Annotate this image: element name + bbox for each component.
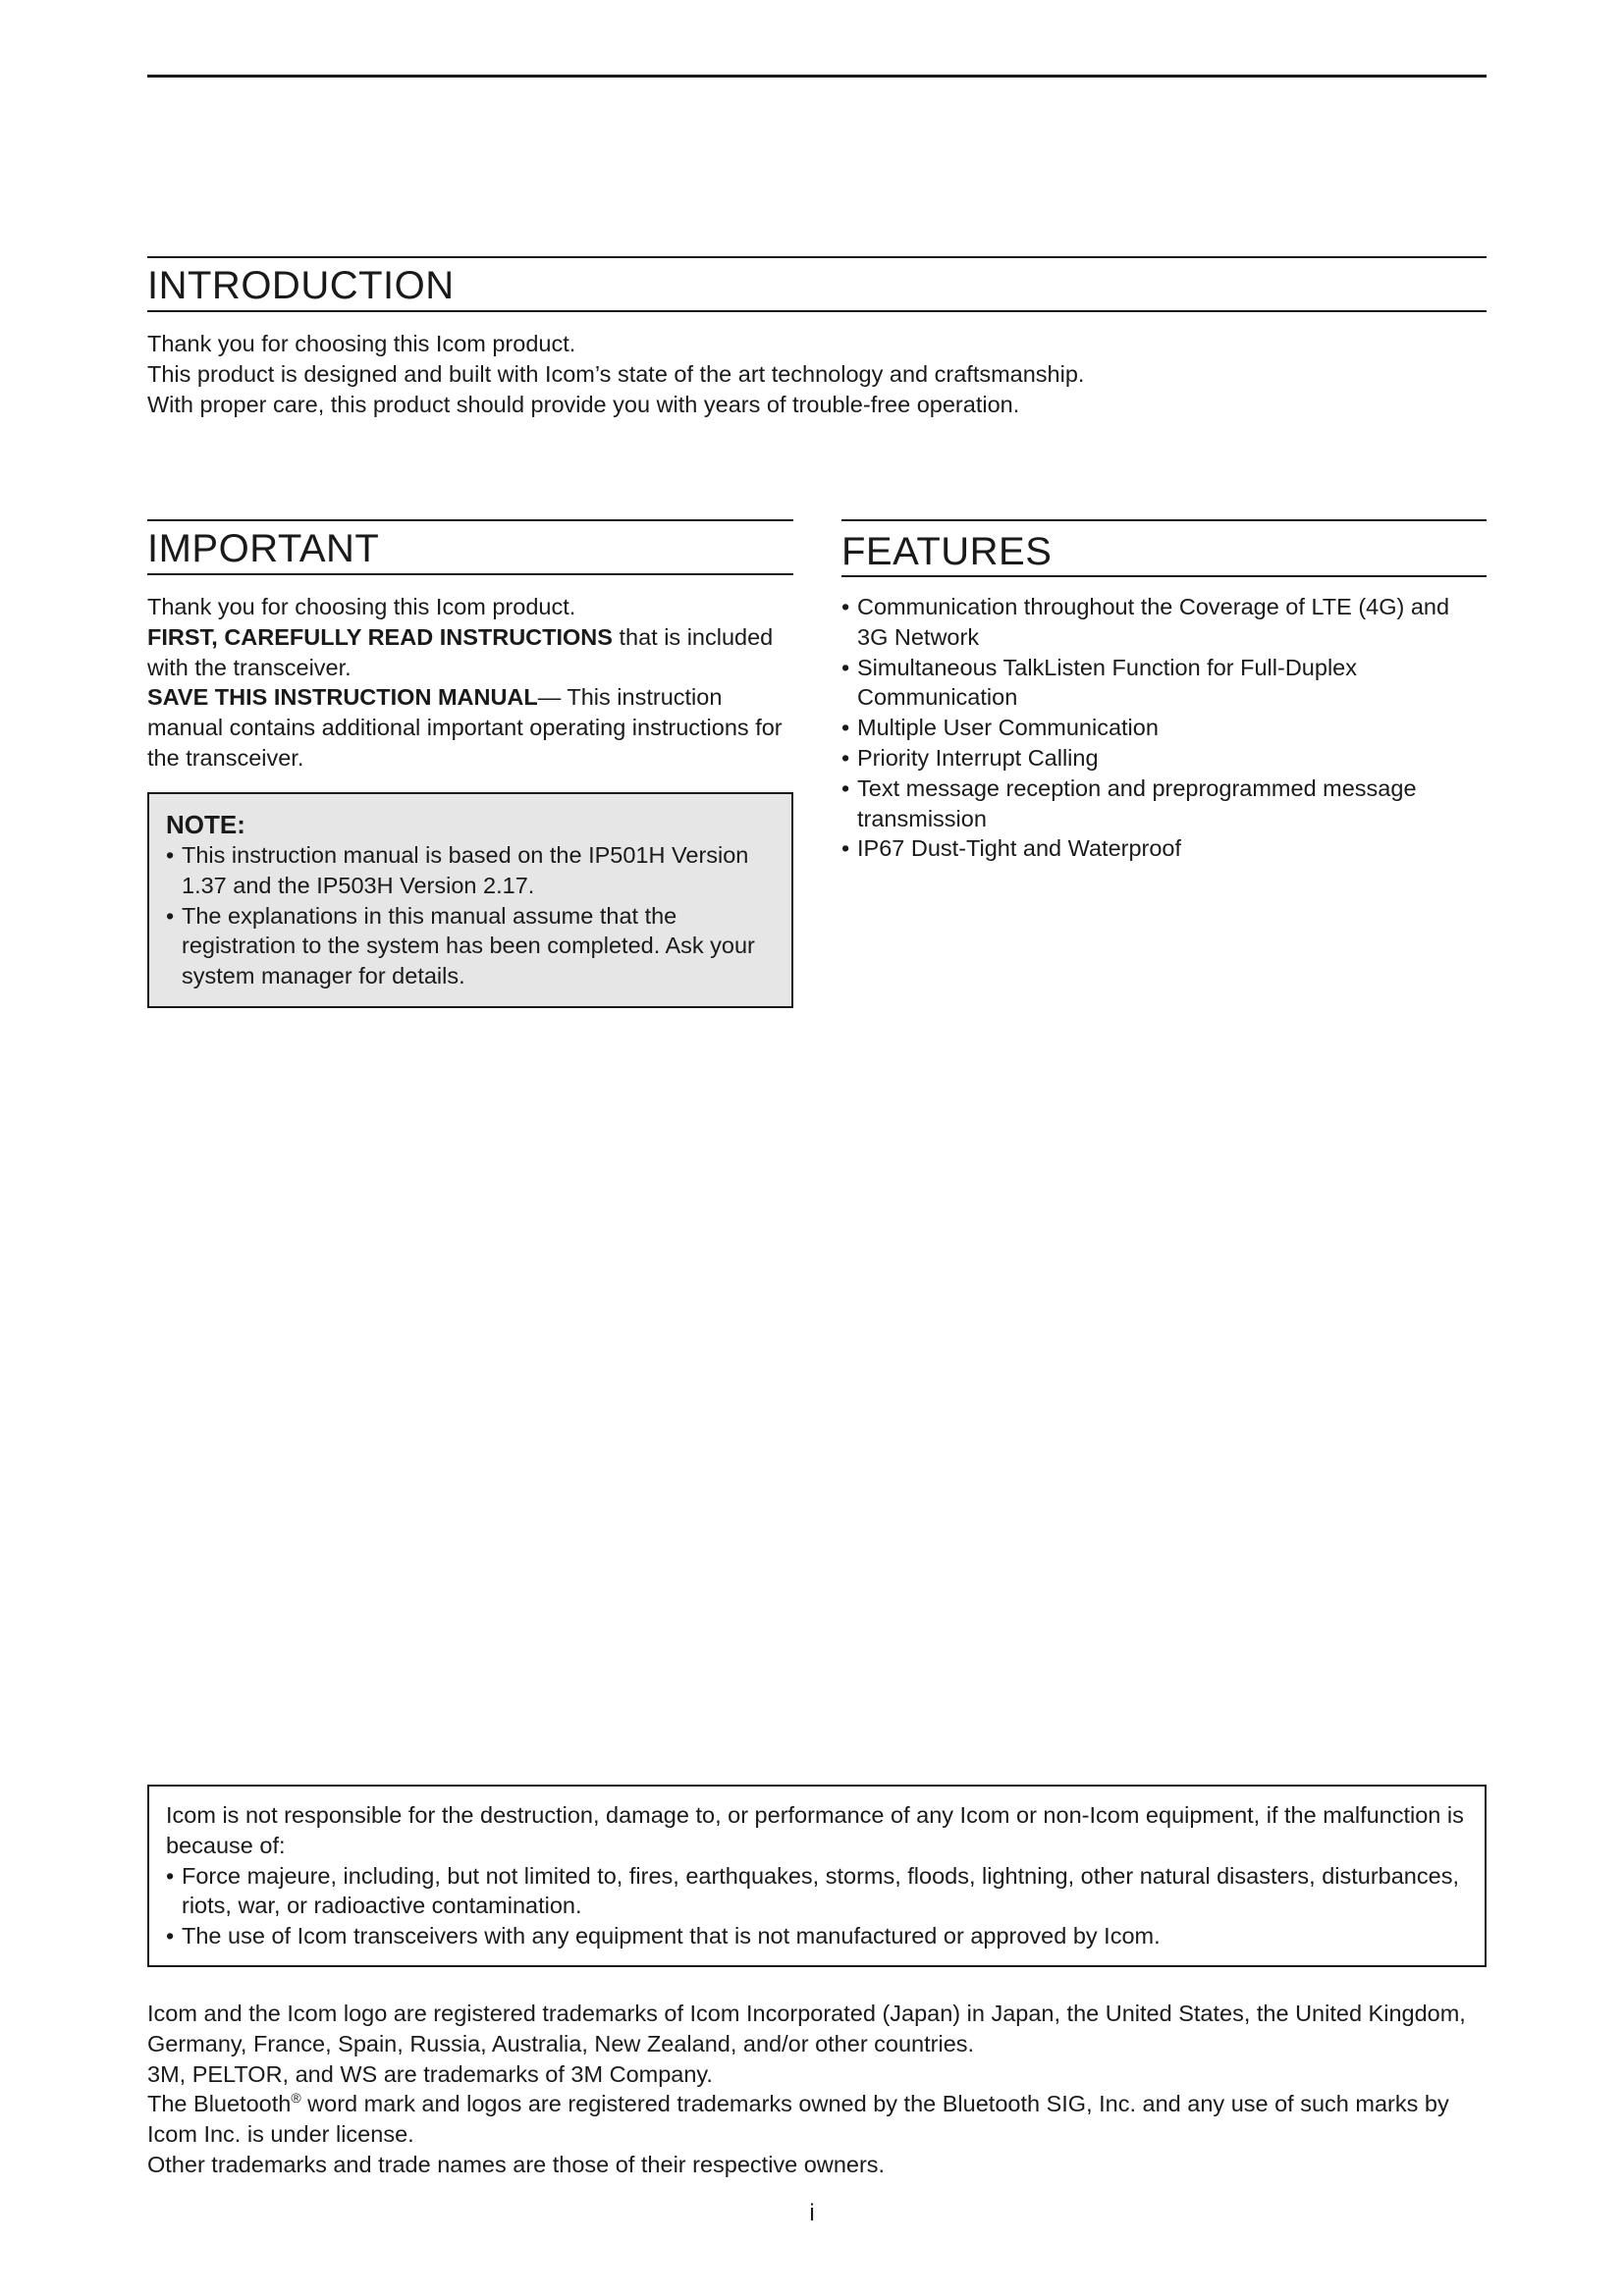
trademarks-section <box>147 1999 1487 2180</box>
read-instructions-bold: FIRST, CAREFULLY READ INSTRUCTIONS <box>147 623 613 650</box>
save-manual-bold: SAVE THIS INSTRUCTION MANUAL <box>147 684 538 711</box>
save-manual-rest: — This instruction manual contains additional important operating instructions for the transceiver. <box>147 684 783 771</box>
feature-item: • Simultaneous TalkListen Function for Full-Duplex Communication <box>841 653 1480 714</box>
note-title: NOTE: <box>166 810 245 839</box>
intro-line-3: With proper care, this product should provide you with years of trouble-free operation. <box>147 391 1020 417</box>
feature-item: • Priority Interrupt Calling <box>841 743 1480 774</box>
important-save-manual <box>147 682 795 773</box>
trademark-3m: 3M, PELTOR, and WS are trademarks of 3M Company. <box>147 2060 713 2087</box>
disclaimer-list <box>166 1861 1468 1951</box>
intro-line-2: This product is designed and built with Icom’s state of the art technology and craftsmanship. <box>147 360 1085 387</box>
feature-item: • Multiple User Communication <box>841 713 1480 743</box>
features-text <box>841 592 1480 864</box>
note-box <box>147 792 793 1008</box>
introduction-text <box>147 329 1487 419</box>
feature-item: • Text message reception and preprogrammed message transmission <box>841 774 1480 834</box>
important-line-1: Thank you for choosing this Icom product. <box>147 594 576 619</box>
feature-item: • Communication throughout the Coverage of LTE (4G) and 3G Network <box>841 592 1480 653</box>
disclaimer-box <box>147 1785 1487 1967</box>
bluetooth-post: word mark and logos are registered trademarks owned by the Bluetooth SIG, Inc. and any use of such marks by Icom Inc. is under license. <box>147 2091 1449 2148</box>
note-item: • The explanations in this manual assume that the registration to the system has been completed. Ask your system manager for details. <box>166 901 775 991</box>
page-number: i <box>809 2200 815 2226</box>
disclaimer-intro: Icom is not responsible for the destruction, damage to, or performance of any Icom or non-Icom equipment, if the malfunction is because of: <box>166 1802 1464 1858</box>
important-read-instructions <box>147 622 795 683</box>
disclaimer-item: • The use of Icom transceivers with any equipment that is not manufactured or approved by Icom. <box>166 1921 1468 1951</box>
trademark-icom: Icom and the Icom logo are registered trademarks of Icom Incorporated (Japan) in Japan, the United States, the United Kingdom, Germany, France, Spain, Russia, Australia, New Zealand, and/or other countries. <box>147 2001 1466 2056</box>
bluetooth-pre: The Bluetooth <box>147 2091 292 2117</box>
note-item: • This instruction manual is based on the IP501H Version 1.37 and the IP503H Version 2.17. <box>166 840 775 901</box>
disclaimer-item: • Force majeure, including, but not limited to, fires, earthquakes, storms, floods, lightning, other natural disasters, disturbances, riots, war, or radioactive contamination. <box>166 1861 1468 1922</box>
registered-mark: ® <box>291 2090 301 2107</box>
features-heading: FEATURES <box>841 519 1487 577</box>
note-list <box>166 840 775 991</box>
feature-item: • IP67 Dust-Tight and Waterproof <box>841 833 1480 864</box>
intro-line-1: Thank you for choosing this Icom product. <box>147 331 576 356</box>
trademark-other: Other trademarks and trade names are those of their respective owners. <box>147 2151 886 2177</box>
features-list <box>841 592 1480 864</box>
introduction-heading: INTRODUCTION <box>147 256 1487 312</box>
important-text <box>147 592 795 774</box>
trademark-bluetooth <box>147 2089 1487 2150</box>
read-instructions-rest: that is included with the transceiver. <box>147 623 774 680</box>
top-rule <box>147 75 1487 78</box>
important-heading: IMPORTANT <box>147 519 793 575</box>
